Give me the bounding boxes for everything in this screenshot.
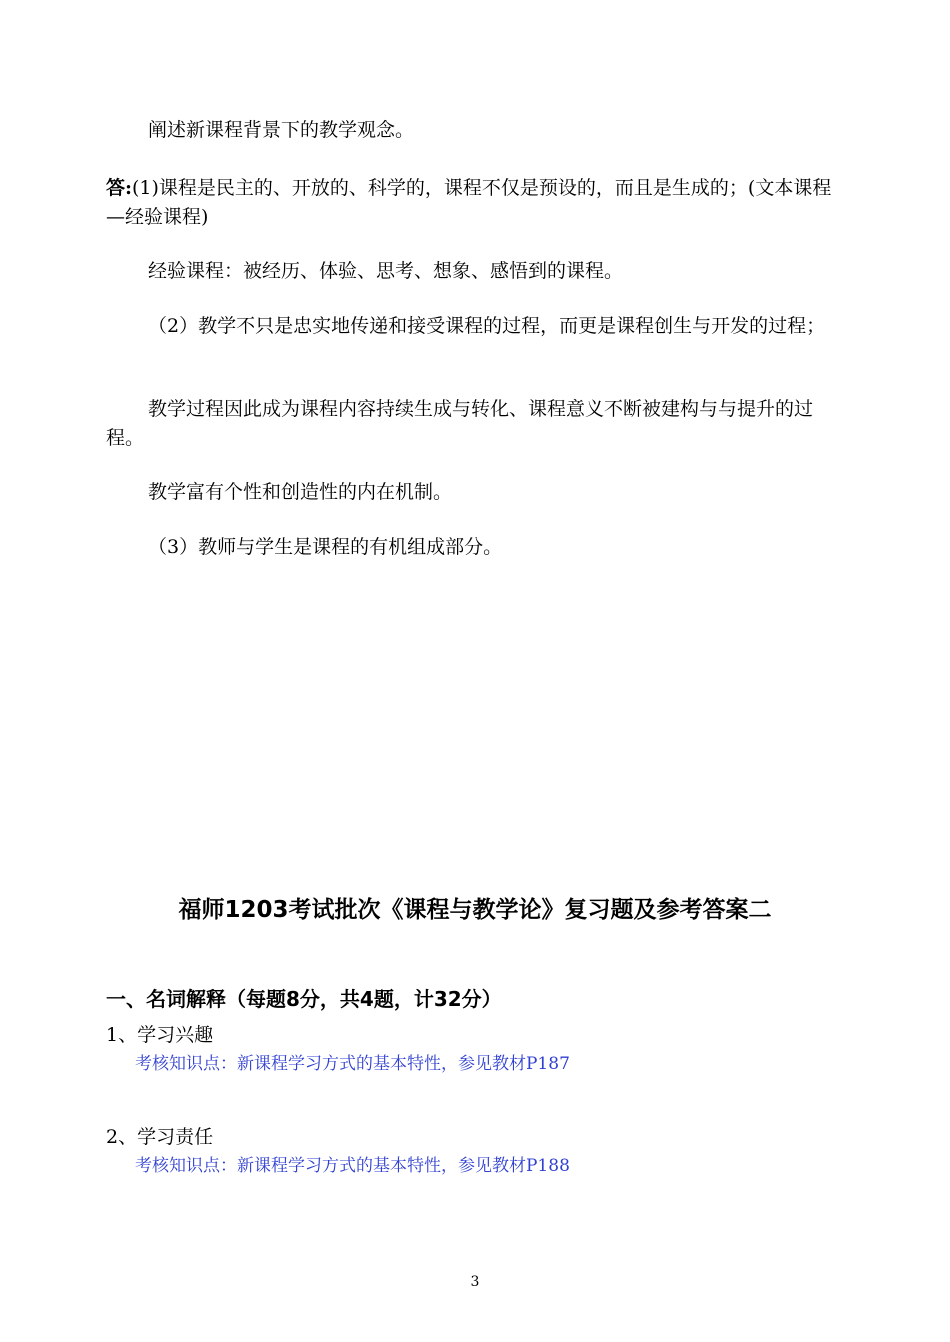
section-heading: 一、名词解释（每题8分，共4题，计32分） (106, 987, 502, 1011)
answer-line-2: 经验课程：被经历、体验、思考、想象、感悟到的课程。 (148, 260, 624, 282)
answer-line-5: 教学富有个性和创造性的内在机制。 (148, 481, 453, 503)
term-note-1: 考核知识点：新课程学习方式的基本特性，参见教材P187 (135, 1054, 570, 1074)
term-item-2: 2、学习责任 (106, 1126, 214, 1148)
answer-paragraph-1 (106, 174, 846, 232)
answer-label: 答: (106, 177, 133, 199)
answer-line-1: (1)课程是民主的、开放的、科学的，课程不仅是预设的，而且是生成的；(文本课程—经验课程) (106, 177, 832, 228)
answer-line-3: （2）教学不只是忠实地传递和接受课程的过程，而更是课程创生与开发的过程； (148, 315, 826, 337)
answer-line-4: 教学过程因此成为课程内容持续生成与转化、课程意义不断被建构与与提升的过程。 (106, 398, 814, 449)
document-title: 福师1203考试批次《课程与教学论》复习题及参考答案二 (178, 897, 772, 923)
term-item-1: 1、学习兴趣 (106, 1024, 214, 1046)
page-number: 3 (470, 1274, 480, 1290)
term-note-2: 考核知识点：新课程学习方式的基本特性，参见教材P188 (135, 1156, 570, 1176)
answer-line-6: （3）教师与学生是课程的有机组成部分。 (148, 536, 503, 558)
question-text: 阐述新课程背景下的教学观念。 (148, 119, 415, 141)
